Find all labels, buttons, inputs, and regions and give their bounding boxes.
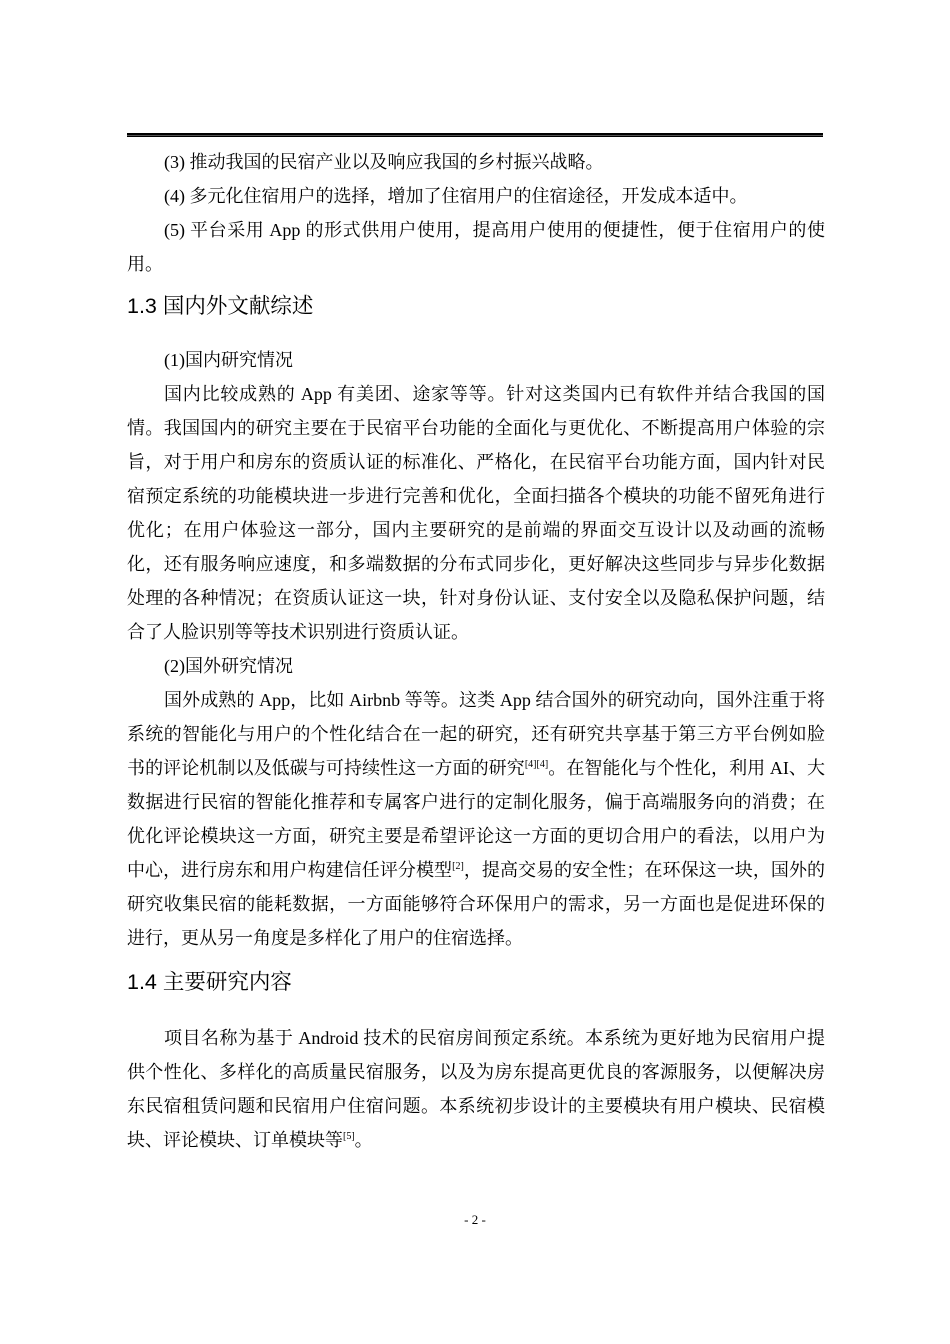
paragraph-text: 。在智能化与个性化，利用 AI、大数据进行民宿的智能化推荐和专属客户进行的定制化服务，偏于高端服务向的消费；在优化评论模块这一方面，研究主要是希望评论这一方面的更切合用户的看法，以用户为中心，进行房东和用户构建信任评分模型 [127,758,825,880]
citation: [2] [452,861,464,872]
list-item-4: (4) 多元化住宿用户的选择，增加了住宿用户的住宿途径，开发成本适中。 [164,186,748,206]
paragraph-text: ，提高交易的安全性；在环保这一块，国外的研究收集民宿的能耗数据，一方面能够符合环保用户的需求，另一方面也是促进环保的进行，更从另一角度是多样化了用户的住宿选择。 [127,860,826,948]
subsection-label-domestic: (1)国内研究情况 [164,350,293,370]
section-heading-1-4: 1.4 主要研究内容 [127,970,292,994]
header-rule [127,133,823,137]
section-heading-1-3: 1.3 国内外文献综述 [127,294,314,318]
list-item-5: (5) 平台采用 App 的形式供用户使用，提高用户使用的便捷性，便于住宿用户的使用。 [127,220,825,274]
page-content [127,145,825,1157]
paragraph-text: 国外成熟的 App，比如 Airbnb 等等。这类 App 结合国外的研究动向，国外注重于将系统的智能化与用户的个性化结合在一起的研究，还有研究共享基于第三方平台例如脸书的评论机制以及低碳与可持续性这一方面的研究 [127,690,825,778]
citation: [4][4] [524,759,549,770]
citation: [5] [343,1131,355,1142]
paragraph-domestic-research: 国内比较成熟的 App 有美团、途家等等。针对这类国内已有软件并结合我国的国情。我国国内的研究主要在于民宿平台功能的全面化与更优化、不断提高用户体验的宗旨，对于用户和房东的资质认证的标准化、严格化，在民宿平台功能方面，国内针对民宿预定系统的功能模块进一步进行完善和优化，全面扫描各个模块的功能不留死角进行优化；在用户体验这一部分，国内主要研究的是前端的界面交互设计以及动画的流畅化，还有服务响应速度，和多端数据的分布式同步化，更好解决这些同步与异步化数据处理的各种情况；在资质认证这一块，针对身份认证、支付安全以及隐私保护问题，结合了人脸识别等等技术识别进行资质认证。 [127,384,825,642]
list-item-3: (3) 推动我国的民宿产业以及响应我国的乡村振兴战略。 [164,152,604,172]
paragraph-text: 。 [354,1130,373,1150]
paragraph-text: 项目名称为基于 Android 技术的民宿房间预定系统。本系统为更好地为民宿用户提供个性化、多样化的高质量民宿服务，以及为房东提高更优良的客源服务，以便解决房东民宿租赁问题和民宿用户住宿问题。本系统初步设计的主要模块有用户模块、民宿模块、评论模块、订单模块等 [127,1028,825,1150]
page-number: - 2 - [464,1212,486,1227]
paragraph-main-research [127,1021,825,1157]
paragraph-foreign-research [127,683,825,955]
subsection-label-foreign: (2)国外研究情况 [164,656,293,676]
